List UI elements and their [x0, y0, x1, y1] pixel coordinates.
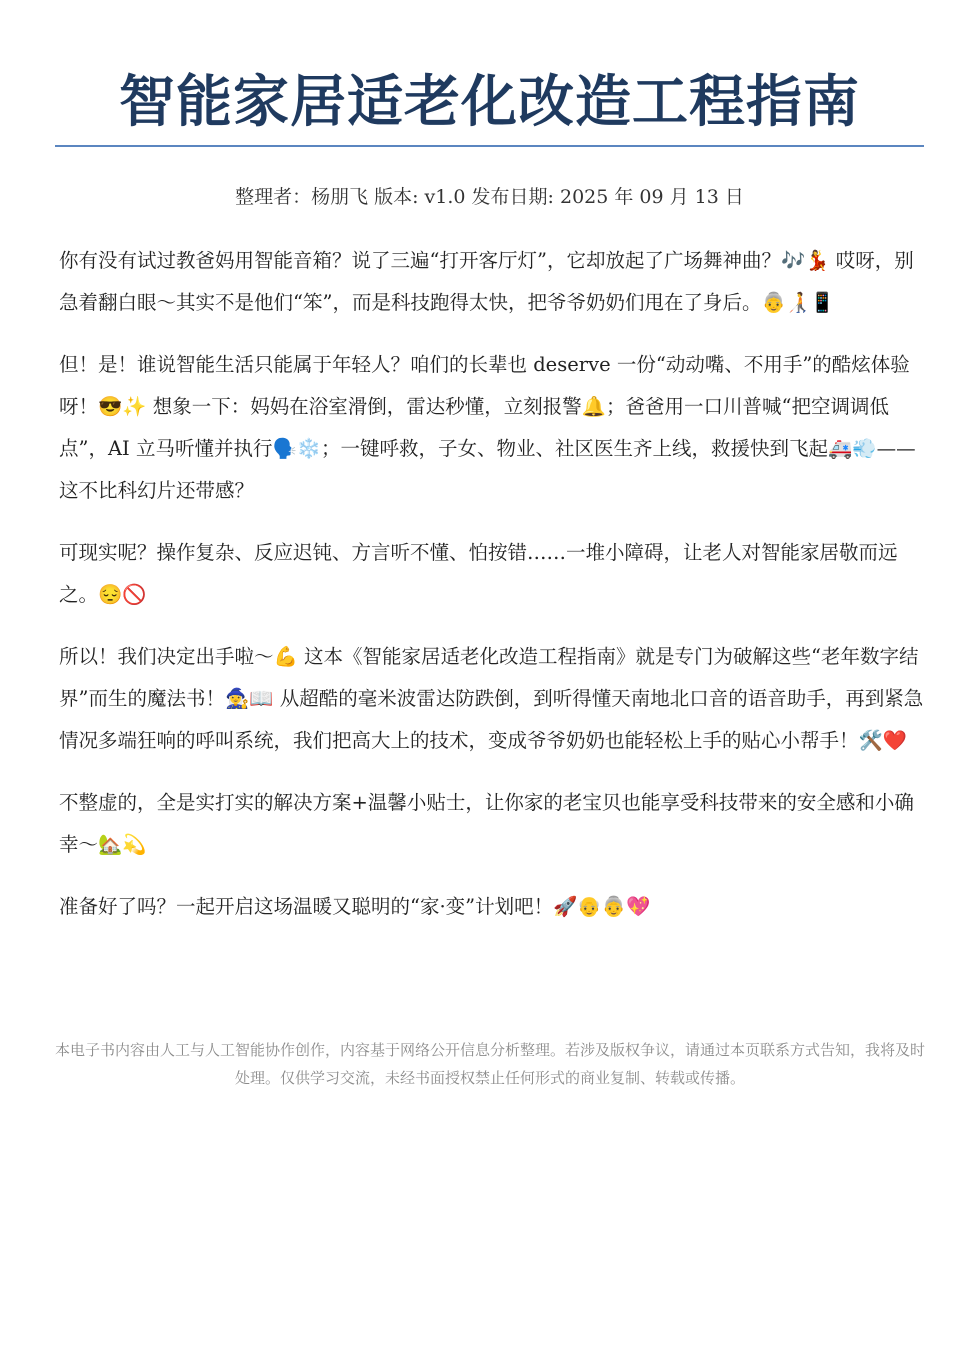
document-title: 智能家居适老化改造工程指南	[119, 70, 860, 135]
intro-paragraph-1: 你有没有试过教爸妈用智能音箱？说了三遍“打开客厅灯”，它却放起了广场舞神曲？🎶💃 哎呀，别急着翻白眼～其实不是他们“笨”，而是科技跑得太快，把爷爷奶奶们甩在了身后。👵🧑‍🦯📱	[59, 249, 914, 314]
document-meta: 整理者：杨朋飞 版本: v1.0 发布日期: 2025 年 09 月 13 日	[235, 186, 744, 208]
intro-paragraph-4: 所以！我们决定出手啦～💪 这本《智能家居适老化改造工程指南》就是专门为破解这些“老年数字结界”而生的魔法书！🧙‍♀️📖 从超酷的毫米波雷达防跌倒，到听得懂天南地北口音的语音助手，再到紧急情况多端狂响的呼叫系统，我们把高大上的技术，变成爷爷奶奶也能轻松上手的贴心小帮手！🛠️❤️	[59, 645, 924, 752]
title-divider	[55, 145, 924, 147]
intro-paragraph-6: 准备好了吗？一起开启这场温暖又聪明的“家·变”计划吧！🚀👴👵💖	[59, 895, 651, 918]
intro-paragraph-5: 不整虚的，全是实打实的解决方案+温馨小贴士，让你家的老宝贝也能享受科技带来的安全感和小确幸～🏡💫	[59, 791, 914, 856]
intro-paragraph-3: 可现实呢？操作复杂、反应迟钝、方言听不懂、怕按错……一堆小障碍，让老人对智能家居敬而远之。😔🚫	[59, 541, 898, 606]
intro-paragraph-2: 但！是！谁说智能生活只能属于年轻人？咱们的长辈也 deserve 一份“动动嘴、不用手”的酷炫体验呀！😎✨ 想象一下：妈妈在浴室滑倒，雷达秒懂，立刻报警🔔；爸爸用一口川普喊“把空调调低点”，AI 立马听懂并执行🗣️❄️；一键呼救，子女、物业、社区医生齐上线，救援快到飞起🚑💨——这不比科幻片还带感？	[59, 353, 916, 502]
document-body	[59, 240, 925, 948]
copyright-notice: 本电子书内容由人工与人工智能协作创作，内容基于网络公开信息分析整理。若涉及版权争议，请通过本页联系方式告知，我将及时处理。仅供学习交流，未经书面授权禁止任何形式的商业复制、转载或传播。	[55, 1041, 926, 1087]
